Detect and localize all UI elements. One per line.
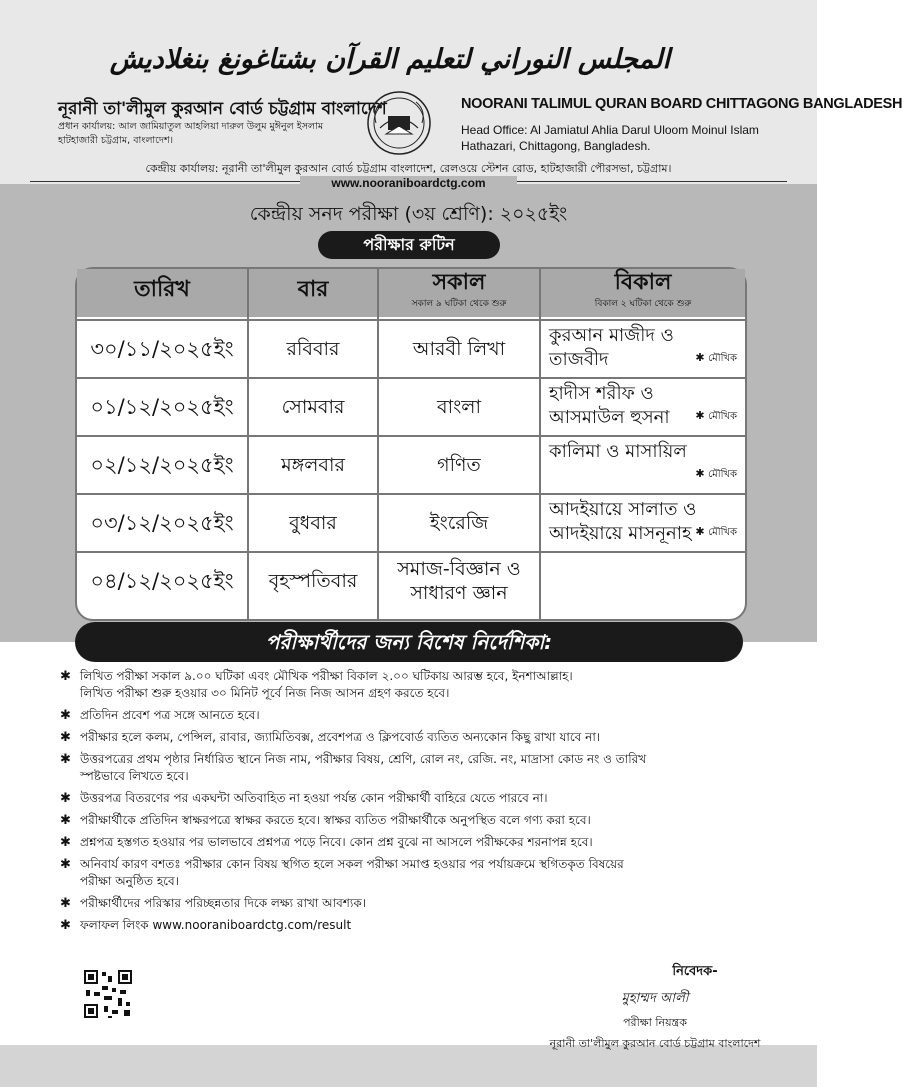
result-qr-code[interactable] bbox=[82, 968, 134, 1020]
table-row bbox=[77, 551, 745, 609]
star-bullet-icon: ✱ bbox=[60, 669, 71, 684]
oral-exam-tag bbox=[695, 404, 737, 429]
star-bullet-icon: ✱ bbox=[60, 730, 71, 745]
header-evening-note: বিকাল ২ ঘটিকা থেকে শুরু bbox=[594, 299, 692, 309]
guideline-text: পরীক্ষার হলে কলম, পেন্সিল, রাবার, জ্যামিতিবক্স, প্রবেশপত্র ও ক্লিপবোর্ড ব্যতিত অন্যকোন কিছু রাখা যাবে না। bbox=[80, 730, 601, 744]
list-item bbox=[60, 834, 780, 851]
guideline-text: ফলাফল লিংক www.nooraniboardctg.com/result bbox=[80, 918, 352, 932]
star-bullet-icon: ✱ bbox=[60, 896, 71, 911]
asterisk-icon: ✱ bbox=[695, 409, 709, 422]
cell-date: ৩০/১১/২০২৫ইং bbox=[90, 337, 234, 361]
guideline-text: পরীক্ষার্থীদের পরিস্কার পরিচ্ছন্নতার দিকে লক্ষ্য রাখা আবশ্যক। bbox=[80, 896, 367, 910]
guideline-text: উত্তরপত্র বিতরণের পর একঘন্টা অতিবাহিত না হওয়া পর্যন্ত কোন পরীক্ষার্থী বাহিরে যেতে পারবে না। bbox=[80, 791, 548, 805]
header-evening-label: বিকাল bbox=[614, 270, 672, 295]
guideline-text: প্রশ্নপত্র হস্তগত হওয়ার পর ভালভাবে প্রশ্নপত্র পড়ে নিবে। কোন প্রশ্ন বুঝে না আসলে পরীক্ষকের শরনাপন্ন হবে। bbox=[80, 835, 593, 849]
table-row bbox=[77, 319, 745, 377]
list-item bbox=[60, 668, 780, 702]
oral-label: মৌখিক bbox=[708, 527, 737, 538]
list-item bbox=[60, 895, 780, 912]
star-bullet-icon: ✱ bbox=[60, 813, 71, 828]
handwritten-signature: মুহাম্মদ আলী bbox=[621, 991, 689, 1006]
signature-block bbox=[525, 962, 785, 1054]
cell-morning: বাংলা bbox=[437, 396, 481, 418]
oral-label: মৌখিক bbox=[708, 469, 737, 480]
header-day: বার bbox=[297, 277, 329, 302]
routine-table bbox=[75, 267, 747, 621]
cell-date: ০১/১২/২০২৫ইং bbox=[90, 395, 234, 419]
routine-label: পরীক্ষার রুটিন bbox=[318, 231, 500, 259]
cell-evening bbox=[541, 495, 745, 551]
column-divider bbox=[377, 269, 379, 619]
website-link[interactable]: www.nooraniboardctg.com bbox=[300, 176, 517, 190]
star-bullet-icon: ✱ bbox=[60, 708, 71, 723]
asterisk-icon: ✱ bbox=[695, 525, 709, 538]
asterisk-icon: ✱ bbox=[695, 467, 709, 480]
cell-morning: ইংরেজি bbox=[429, 512, 489, 534]
cell-morning: সমাজ-বিজ্ঞান ও সাধারণ জ্ঞান bbox=[397, 558, 521, 604]
guidelines-list bbox=[60, 668, 780, 939]
list-item bbox=[60, 856, 780, 890]
asterisk-icon: ✱ bbox=[695, 351, 709, 364]
star-bullet-icon: ✱ bbox=[60, 918, 71, 933]
cell-day: মঙ্গলবার bbox=[281, 454, 345, 476]
head-office-english: Head Office: Al Jamiatul Ahlia Darul Uloom Moinul Islam Hathazari, Chittagong, Bangladesh. bbox=[461, 123, 759, 153]
guidelines-title: পরীক্ষার্থীদের জন্য বিশেষ নির্দেশিকা: bbox=[75, 622, 743, 662]
cell-evening-text: কুরআন মাজীদ ও তাজবীদ bbox=[549, 325, 674, 370]
signature-label: নিবেদক- bbox=[672, 964, 718, 979]
guideline-text: উত্তরপত্রের প্রথম পৃষ্ঠার নির্ধারিত স্থানে নিজ নাম, পরীক্ষার বিষয়, শ্রেণি, রোল নং, রেজি. নং, মাদ্রাসা কোড নং ও তারিখ স্পষ্টভাবে লিখতে হবে। bbox=[80, 752, 647, 783]
board-seal-logo bbox=[366, 90, 432, 156]
cell-day: রবিবার bbox=[286, 338, 340, 360]
list-item bbox=[60, 729, 780, 746]
guideline-text: লিখিত পরীক্ষা সকাল ৯.০০ ঘটিকা এবং মৌখিক পরীক্ষা বিকাল ২.০০ ঘটিকায় আরম্ভ হবে, ইনশাআল্লাহ। লিখিত পরীক্ষা শুরু হওয়ার ৩০ মিনিট পূর্বে নিজ নিজ আসন গ্রহণ করতে হবে। bbox=[80, 669, 573, 700]
cell-evening bbox=[541, 437, 745, 493]
header-morning-label: সকাল bbox=[432, 270, 486, 295]
table-row bbox=[77, 377, 745, 435]
cell-day: সোমবার bbox=[281, 396, 345, 418]
board-name-bangla: নূরানী তা'লীমুল কুরআন বোর্ড চট্টগ্রাম বাংলাদেশ bbox=[58, 99, 387, 119]
board-name-english: NOORANI TALIMUL QURAN BOARD CHITTAGONG BANGLADESH bbox=[461, 96, 902, 112]
oral-exam-tag bbox=[695, 520, 737, 545]
column-divider bbox=[247, 269, 249, 619]
cell-evening bbox=[541, 379, 745, 435]
list-item bbox=[60, 790, 780, 807]
header-evening bbox=[541, 269, 745, 317]
oral-exam-tag bbox=[695, 346, 737, 371]
central-office-address: কেন্দ্রীয় কার্যালয়: নূরানী তা'লীমুল কুরআন বোর্ড চট্টগ্রাম বাংলাদেশ, রেলওয়ে স্টেশন রোড, হাটহাজারী পৌরসভা, চট্টগ্রাম। bbox=[145, 162, 672, 175]
list-item bbox=[60, 917, 780, 934]
signatory-title: পরীক্ষা নিয়ন্ত্রক bbox=[623, 1016, 687, 1029]
star-bullet-icon: ✱ bbox=[60, 752, 71, 767]
cell-day: বৃহস্পতিবার bbox=[268, 570, 358, 592]
signatory-organization: নূরানী তা'লীমুল কুরআন বোর্ড চট্টগ্রাম বাংলাদেশ bbox=[549, 1037, 761, 1050]
cell-morning: আরবী লিখা bbox=[412, 338, 506, 360]
cell-evening-text: হাদীস শরীফ ও আসমাউল হুসনা bbox=[549, 383, 670, 428]
cell-morning: গণিত bbox=[437, 454, 481, 476]
cell-evening-text: কালিমা ও মাসায়িল bbox=[549, 441, 687, 462]
cell-evening bbox=[541, 321, 745, 377]
header-morning bbox=[379, 269, 539, 317]
column-divider bbox=[539, 269, 541, 619]
list-item bbox=[60, 707, 780, 724]
cell-date: ০৪/১২/২০২৫ইং bbox=[90, 569, 234, 593]
head-office-bangla: প্রধান কার্যালয়: আল জামিয়াতুল আহলিয়া দারুল উলুম মুঈনুল ইসলাম হাটহাজারী চট্টগ্রাম, বাংলাদেশ। bbox=[58, 121, 324, 146]
list-item bbox=[60, 751, 780, 785]
oral-exam-tag bbox=[695, 462, 737, 487]
header-morning-note: সকাল ৯ ঘটিকা থেকে শুরু bbox=[411, 299, 507, 309]
star-bullet-icon: ✱ bbox=[60, 835, 71, 850]
cell-evening bbox=[541, 553, 745, 609]
list-item bbox=[60, 812, 780, 829]
cell-day: বুধবার bbox=[289, 512, 337, 534]
header-date: তারিখ bbox=[134, 277, 190, 302]
table-row bbox=[77, 435, 745, 493]
oral-label: মৌখিক bbox=[708, 411, 737, 422]
cell-date: ০২/১২/২০২৫ইং bbox=[90, 453, 234, 477]
star-bullet-icon: ✱ bbox=[60, 857, 71, 872]
cell-evening-text: আদইয়ায়ে সালাত ও আদইয়ায়ে মাসনূনাহ bbox=[549, 499, 697, 544]
table-row bbox=[77, 493, 745, 551]
guideline-text: পরীক্ষার্থীকে প্রতিদিন স্বাক্ষরপত্রে স্বাক্ষর করতে হবে। স্বাক্ষর ব্যতিত পরীক্ষার্থীকে অনুপস্থিত বলে গণ্য করা হবে। bbox=[80, 813, 591, 827]
cell-date: ০৩/১২/২০২৫ইং bbox=[90, 511, 234, 535]
oral-label: মৌখিক bbox=[708, 353, 737, 364]
guideline-text: প্রতিদিন প্রবেশ পত্র সঙ্গে আনতে হবে। bbox=[80, 708, 260, 722]
exam-title: কেন্দ্রীয় সনদ পরীক্ষা (৩য় শ্রেণি): ২০২৫ইং bbox=[249, 203, 568, 225]
star-bullet-icon: ✱ bbox=[60, 791, 71, 806]
arabic-board-title: المجلس النوراني لتعليم القرآن بشتاغونغ بنغلاديش bbox=[109, 44, 670, 75]
guideline-text: অনিবার্য কারণ বশতঃ পরীক্ষার কোন বিষয় স্থগিত হলে সকল পরীক্ষা সমাপ্ত হওয়ার পর পর্যায়ক্রমে স্থগিতকৃত বিষয়ের পরীক্ষা অনুষ্ঠিত হবে। bbox=[80, 857, 624, 888]
